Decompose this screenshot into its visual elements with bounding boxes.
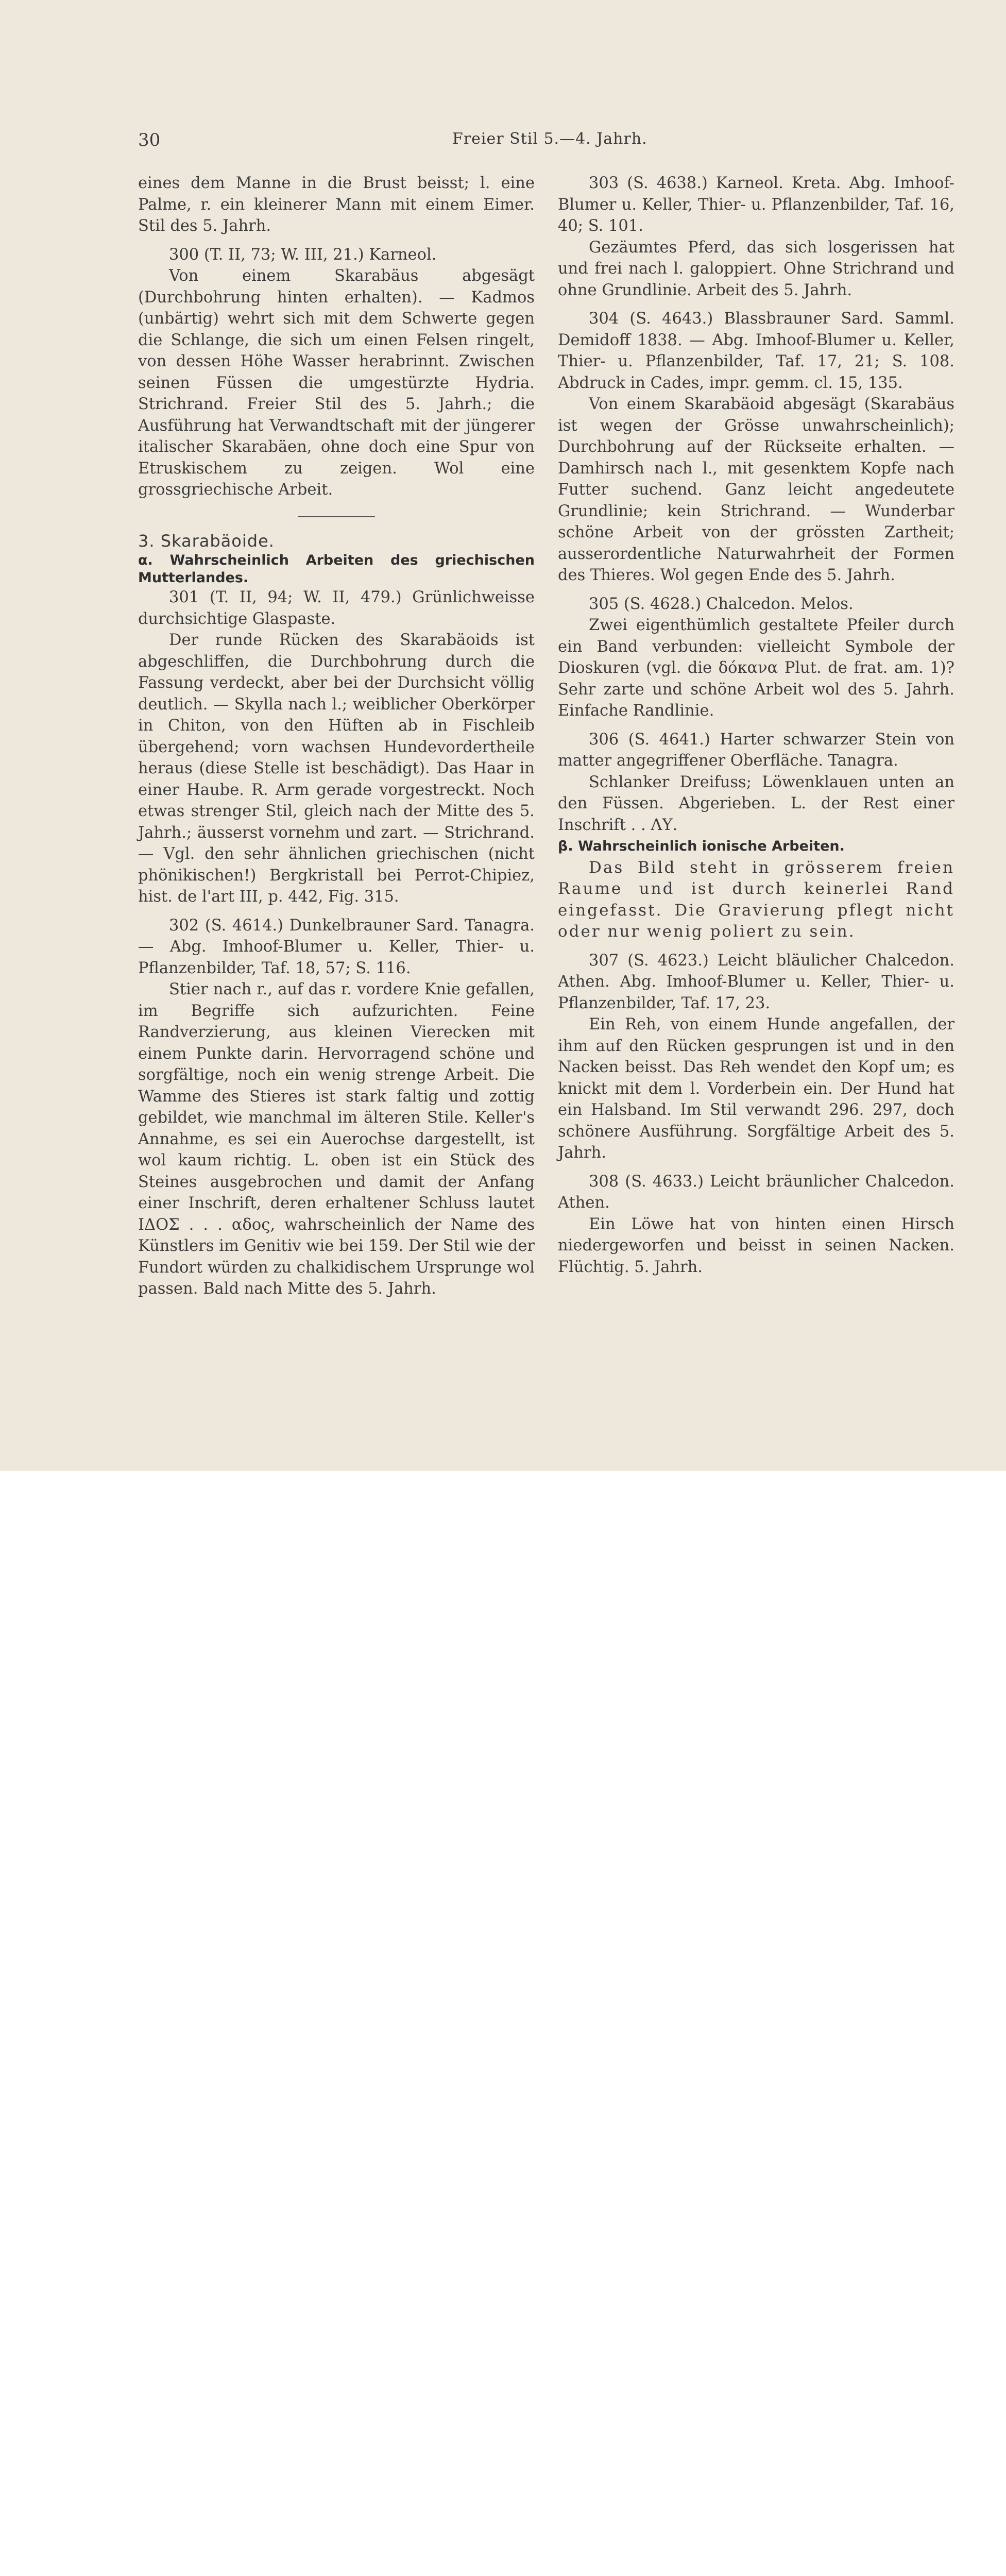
page-number: 30	[138, 130, 161, 150]
paragraph: Gezäumtes Pferd, das sich losgerissen hat und frei nach l. galoppiert. Ohne Strichrand und ohne Grundlinie. Arbeit des 5. Jahrh.	[558, 238, 954, 299]
footer-bar	[0, 1471, 1006, 1555]
paragraph-gap	[138, 908, 535, 915]
subsection-heading: β. Wahrscheinlich ionische Arbeiten.	[558, 838, 845, 854]
paragraph: Ein Löwe hat von hinten einen Hirsch niedergeworfen und beisst in seinen Nacken. Flüchtig. 5. Jahrh.	[558, 1215, 954, 1276]
paragraph: 306 (S. 4641.) Harter schwarzer Stein von matter angegriffener Oberfläche. Tanagra.	[558, 730, 954, 770]
paragraph: Von einem Skarabäoid abgesägt (Skarabäus ist wegen der Grösse unwahrscheinlich); Durchbohrung auf der Rückseite erhalten. — Damhirsch nach l., mit gesenktem Kopfe nach Futter suchend. Ganz leicht angedeutete Grundlinie; kein Strichrand. — Wunderbar schöne Arbeit von der grössten Zartheit; ausserordentliche Naturwahrheit der Formen des Thieres. Wol gegen Ende des 5. Jahrh.	[558, 395, 954, 584]
paragraph: Von einem Skarabäus abgesägt (Durchbohrung hinten erhalten). — Kadmos (unbärtig) wehrt sich mit dem Schwerte gegen die Schlange, die sich um einen Felsen ringelt, von dessen Höhe Wasser herabrinnt. Zwischen seinen Füssen die umgestürzte Hydria. Strichrand. Freier Stil des 5. Jahrh.; die Ausführung hat Verwandtschaft mit der jüngerer italischer Skarabäen, ohne doch eine Spur von Etruskischem zu zeigen. Wol eine grossgriechische Arbeit.	[138, 267, 535, 499]
left-column	[138, 173, 535, 1300]
paragraph-gap	[558, 586, 954, 594]
paragraph: Stier nach r., auf das r. vordere Knie gefallen, im Begriffe sich aufzurichten. Feine Randverzierung, aus kleinen Vierecken mit einem Punkte darin. Hervorragend schöne und sorgfältige, noch ein wenig strenge Arbeit. Die Wamme des Stieres ist stark faltig und zottig gebildet, wie manchmal im älteren Stile. Keller's Annahme, es sei ein Auerochse dargestellt, ist wol kaum richtig. L. oben ist ein Stück des Steines ausgebrochen und damit der Anfang einer Inschrift, deren erhaltener Schluss lautet ΙΔΟΣ . . . αδος, wahrscheinlich der Name des Künstlers im Genitiv wie bei 159. Der Stil wie der Fundort würden zu chalkidischem Ursprunge wol passen. Bald nach Mitte des 5. Jahrh.	[138, 980, 535, 1298]
paragraph: 302 (S. 4614.) Dunkelbrauner Sard. Tanagra. — Abg. Imhoof-Blumer u. Keller, Thier- u. Pflanzenbilder, Taf. 18, 57; S. 116.	[138, 916, 535, 977]
paragraph: 301 (T. II, 94; W. II, 479.) Grünlichweisse durchsichtige Glaspaste.	[138, 588, 535, 628]
paragraph-gap	[558, 722, 954, 729]
subsection-heading: α. Wahrscheinlich Arbeiten des griechischen Mutterlandes.	[138, 552, 535, 586]
paragraph-gap	[558, 301, 954, 308]
paragraph: eines dem Manne in die Brust beisst; l. eine Palme, r. ein kleinerer Mann mit einem Eimer. Stil des 5. Jahrh.	[138, 174, 535, 235]
paragraph: 303 (S. 4638.) Karneol. Kreta. Abg. Imhoof-Blumer u. Keller, Thier- u. Pflanzenbilder, Taf. 16, 40; S. 101.	[558, 174, 954, 235]
section-divider	[298, 516, 375, 517]
running-title: Freier Stil 5.—4. Jahrh.	[452, 130, 647, 148]
paragraph: 304 (S. 4643.) Blassbrauner Sard. Samml. Demidoff 1838. — Abg. Imhoof-Blumer u. Keller, Thier- u. Pflanzenbilder, Taf. 17, 21; S. 108. Abdruck in Cades, impr. gemm. cl. 15, 135.	[558, 310, 954, 392]
paragraph: Ein Reh, von einem Hunde angefallen, der ihm auf den Rücken gesprungen ist und in den Nacken beisst. Das Reh wendet den Kopf um; es knickt mit dem l. Vorderbein ein. Der Hund hat ein Halsband. Im Stil verwandt 296. 297, doch schönere Ausführung. Sorgfältige Arbeit des 5. Jahrh.	[558, 1015, 954, 1162]
section-heading: 3. Skarabäoide.	[138, 531, 275, 551]
paragraph-gap	[558, 943, 954, 950]
paragraph: Das Bild steht in grösserem freien Raume und ist durch keinerlei Rand eingefasst. Die Gravierung pflegt nicht oder nur wenig poliert zu sein.	[558, 858, 954, 941]
paragraph: 308 (S. 4633.) Leicht bräunlicher Chalcedon. Athen.	[558, 1172, 954, 1212]
paragraph-gap	[558, 1164, 954, 1171]
paragraph: 300 (T. II, 73; W. III, 21.) Karneol.	[169, 245, 437, 264]
paragraph: 305 (S. 4628.) Chalcedon. Melos.	[589, 595, 854, 613]
paragraph: Schlanker Dreifuss; Löwenklauen unten an den Füssen. Abgerieben. L. der Rest einer Inschrift . . ΛΥ.	[558, 773, 954, 834]
paragraph-gap	[138, 237, 535, 244]
right-column	[558, 173, 954, 1278]
paragraph: Der runde Rücken des Skarabäoids ist abgeschliffen, die Durchbohrung durch die Fassung verdeckt, aber bei der Durchsicht völlig deutlich. — Skylla nach l.; weiblicher Oberkörper in Chiton, von den Hüften ab in Fischleib übergehend; vorn wachsen Hundevordertheile heraus (diese Stelle ist beschädigt). Das Haar in einer Haube. R. Arm gerade vorgestreckt. Noch etwas strenger Stil, gleich nach der Mitte des 5. Jahrh.; äusserst vornehm und zart. — Strichrand. — Vgl. den sehr ähnlichen griechischen (nicht phönikischen!) Bergkristall bei Perrot-Chipiez, hist. de l'art III, p. 442, Fig. 315.	[138, 631, 535, 906]
paragraph: 307 (S. 4623.) Leicht bläulicher Chalcedon. Athen. Abg. Imhoof-Blumer u. Keller, Thier- u. Pflanzenbilder, Taf. 17, 23.	[558, 951, 954, 1012]
paragraph: Zwei eigenthümlich gestaltete Pfeiler durch ein Band verbunden: vielleicht Symbole der Dioskuren (vgl. die δόκανα Plut. de frat. am. 1)? Sehr zarte und schöne Arbeit wol des 5. Jahrh. Einfache Randlinie.	[558, 616, 954, 720]
